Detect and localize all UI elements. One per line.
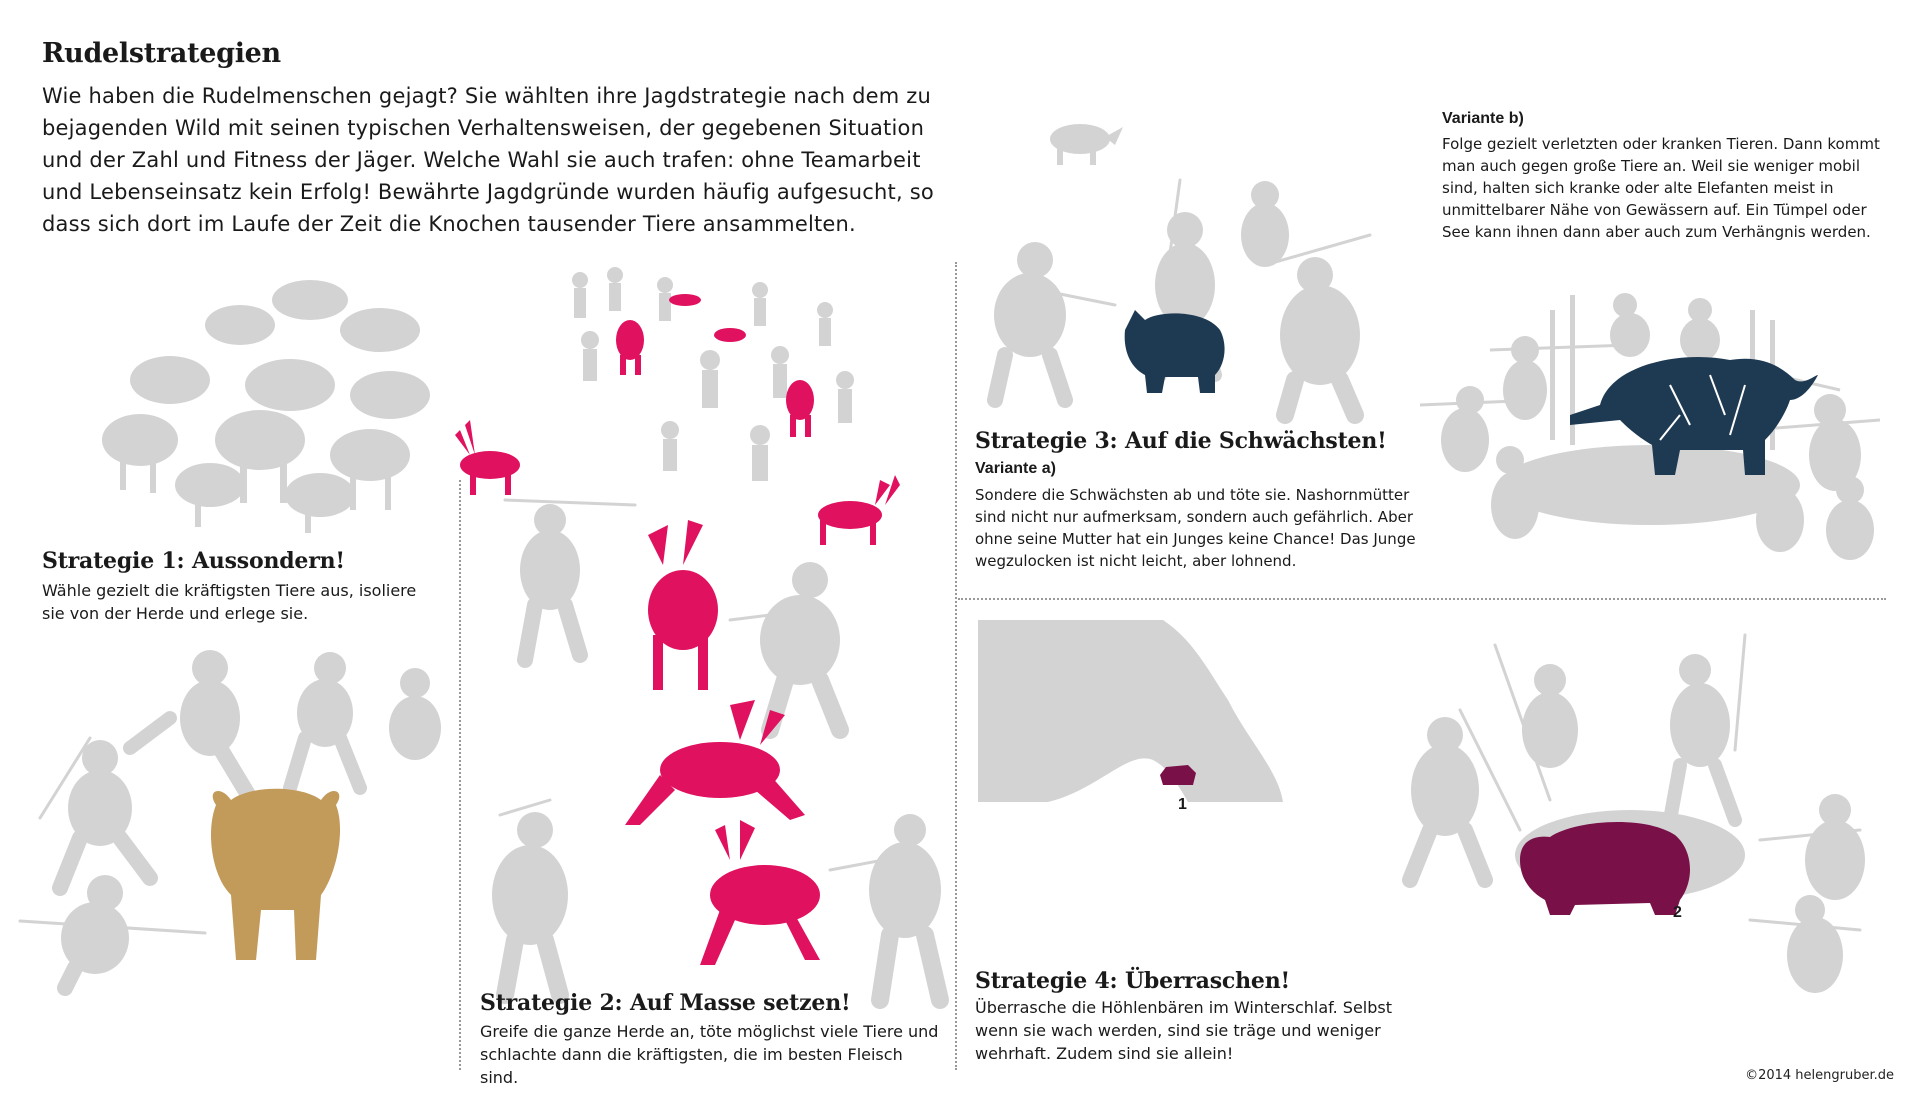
rhino-young-icon (1120, 305, 1230, 395)
hunter-icon (830, 810, 970, 1010)
bear-icon (1158, 765, 1198, 787)
strategy-3-title: Strategie 3: Auf die Schwächsten! (975, 428, 1387, 454)
divider-s1-s2 (459, 480, 461, 1070)
strategy-2-text: Greife die ganze Herde an, töte möglichst viele Tiere und schlachte dann die kräftigsten, die im besten Fleisch sind. (480, 1022, 939, 1087)
variant-b-text: Folge gezielt verletzten oder kranken Tieren. Dann kommt man auch gegen große Tiere an. Weil sie weniger mobil sind, halten sich kranke oder alte Elefanten meist in unmittelbarer Nähe von Gewässern auf. Ein Tümpel oder See kann ihnen dann aber auch zum Verhängnis werden. (1442, 135, 1880, 241)
strategy-4-title: Strategie 4: Überraschen! (975, 968, 1290, 994)
reindeer-icon (695, 820, 835, 970)
bison-icon (206, 785, 346, 965)
variant-a-text: Sondere die Schwächsten ab und töte sie. Nashornmütter sind nicht nur aufmerksam, sondern auch gefährlich. Aber ohne seine Mutter hat ein Junges keine Chance! Das Junge wegzulocken ist nicht leicht, aber lohnend. (975, 486, 1416, 570)
divider-s3-s4 (958, 598, 1886, 600)
hunter-icon (470, 800, 600, 1000)
marker-2: 2 (1673, 904, 1682, 921)
strategy-4-text: Überrasche die Höhlenbären im Winterschlaf. Selbst wenn sie wach werden, sind sie träge und weniger wehrhaft. Zudem sind sie allein! (975, 998, 1393, 1063)
bear-icon (1515, 815, 1695, 925)
reindeer-icon (440, 420, 540, 500)
reindeer-icon (800, 470, 910, 550)
reindeer-icon (620, 695, 820, 835)
copyright: ©2014 helengruber.de (1745, 1068, 1894, 1083)
marker-1: 1 (1178, 796, 1187, 813)
strategy-1-title: Strategie 1: Aussondern! (42, 548, 345, 574)
rhino-icon (1045, 117, 1125, 167)
strategy-1-text: Wähle gezielt die kräftigsten Tiere aus, isoliere sie von der Herde und erlege sie. (42, 581, 417, 623)
intro-text: Wie haben die Rudelmenschen gejagt? Sie wählten ihre Jagdstrategie nach dem zu bejagenden Wild mit seinen typischen Verhaltensweisen, der gegebenen Situation und der Zahl und Fitness der Jäger. Welche Wahl sie auch trafen: ohne Teamarbeit und Lebenseinsatz kein Erfolg! Bewährte Jagdgründe wurden häufig aufgesucht, so dass sich dort im Laufe der Zeit die Knochen tausender Tiere ansammelten. (42, 84, 934, 236)
strategy-2-title: Strategie 2: Auf Masse setzen! (480, 990, 851, 1016)
variant-a-label: Variante a) (975, 460, 1056, 477)
variant-b-label: Variante b) (1442, 110, 1524, 127)
elephant-icon (1560, 345, 1820, 485)
page-title: Rudelstrategien (42, 38, 281, 69)
cave-icon (978, 620, 1298, 820)
